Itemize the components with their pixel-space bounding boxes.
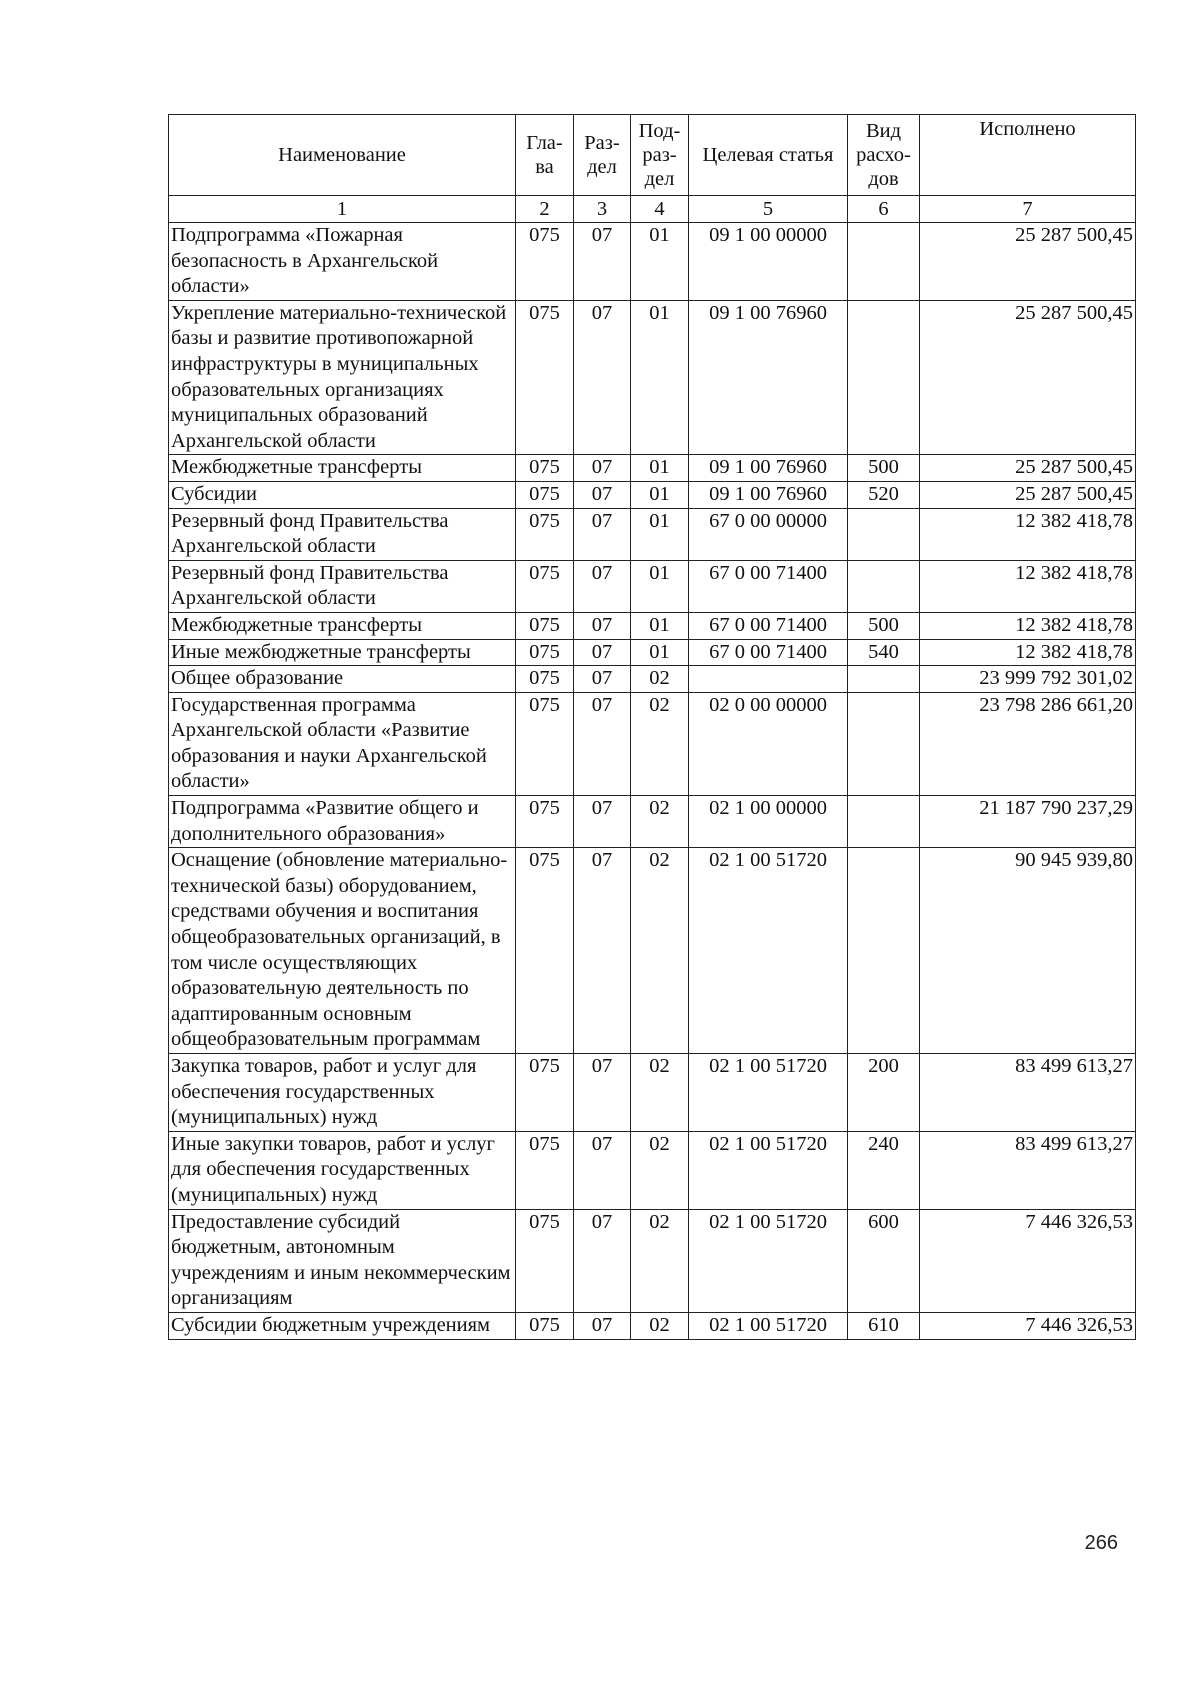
- row-ispolneno: 23 999 792 301,02: [920, 666, 1136, 693]
- row-glava: 075: [516, 639, 574, 666]
- row-name: Предоставление субсидий бюджетным, автономным учреждениям и иным некоммерческим организациям: [169, 1209, 516, 1312]
- row-ispolneno: 21 187 790 237,29: [920, 796, 1136, 848]
- row-vid: [848, 848, 920, 1054]
- row-glava: 075: [516, 1312, 574, 1339]
- row-statya: 67 0 00 00000: [689, 508, 848, 560]
- row-ispolneno: 7 446 326,53: [920, 1312, 1136, 1339]
- row-razdel: 07: [574, 455, 631, 482]
- row-podrazdel: 01: [631, 639, 689, 666]
- row-podrazdel: 01: [631, 481, 689, 508]
- row-name: Государственная программа Архангельской области «Развитие образования и науки Архангельской области»: [169, 692, 516, 795]
- row-ispolneno: 25 287 500,45: [920, 300, 1136, 455]
- header-ispolneno: Исполнено: [920, 115, 1136, 196]
- row-razdel: 07: [574, 223, 631, 301]
- row-razdel: 07: [574, 508, 631, 560]
- row-glava: 075: [516, 508, 574, 560]
- header-statya: Целевая статья: [689, 115, 848, 196]
- row-razdel: 07: [574, 639, 631, 666]
- row-ispolneno: 83 499 613,27: [920, 1131, 1136, 1209]
- header-razdel-line1: Раз-: [584, 132, 620, 154]
- row-glava: 075: [516, 612, 574, 639]
- table-row: [169, 560, 1136, 612]
- table-row: [169, 455, 1136, 482]
- row-glava: 075: [516, 481, 574, 508]
- row-name: Общее образование: [169, 666, 516, 693]
- header-glava: [516, 115, 574, 196]
- row-vid: [848, 223, 920, 301]
- page-number: 266: [1084, 1532, 1118, 1554]
- row-ispolneno: 25 287 500,45: [920, 223, 1136, 301]
- header-vid-line2: расхо-: [856, 144, 911, 166]
- row-vid: [848, 692, 920, 795]
- row-podrazdel: 01: [631, 560, 689, 612]
- row-name: Резервный фонд Правительства Архангельской области: [169, 508, 516, 560]
- table-row: [169, 692, 1136, 795]
- header-podrazdel-line1: Под-: [638, 120, 681, 142]
- row-vid: [848, 666, 920, 693]
- table-row: [169, 639, 1136, 666]
- row-podrazdel: 02: [631, 692, 689, 795]
- row-statya: 09 1 00 76960: [689, 481, 848, 508]
- row-razdel: 07: [574, 796, 631, 848]
- header-glava-line2: ва: [535, 156, 554, 178]
- table-row: [169, 300, 1136, 455]
- column-number: 6: [848, 196, 920, 223]
- row-razdel: 07: [574, 481, 631, 508]
- row-glava: 075: [516, 692, 574, 795]
- budget-execution-table: [168, 114, 1136, 1340]
- row-statya: 02 0 00 00000: [689, 692, 848, 795]
- row-name: Подпрограмма «Пожарная безопасность в Архангельской области»: [169, 223, 516, 301]
- header-vid-line3: дов: [868, 168, 899, 190]
- row-vid: [848, 300, 920, 455]
- table-body: [169, 223, 1136, 1340]
- table-row: [169, 796, 1136, 848]
- row-ispolneno: 90 945 939,80: [920, 848, 1136, 1054]
- row-ispolneno: 12 382 418,78: [920, 508, 1136, 560]
- column-number: 1: [169, 196, 516, 223]
- row-glava: 075: [516, 455, 574, 482]
- row-statya: 02 1 00 51720: [689, 848, 848, 1054]
- row-podrazdel: 01: [631, 508, 689, 560]
- row-glava: 075: [516, 1209, 574, 1312]
- row-name: Закупка товаров, работ и услуг для обеспечения государственных (муниципальных) нужд: [169, 1054, 516, 1132]
- row-podrazdel: 02: [631, 1209, 689, 1312]
- row-name: Укрепление материально-технической базы и развитие противопожарной инфраструктуры в муниципальных образовательных организациях муниципальных образований Архангельской области: [169, 300, 516, 455]
- column-number: 5: [689, 196, 848, 223]
- table-row: [169, 666, 1136, 693]
- row-podrazdel: 01: [631, 300, 689, 455]
- row-glava: 075: [516, 1054, 574, 1132]
- row-podrazdel: 02: [631, 1312, 689, 1339]
- row-vid: 520: [848, 481, 920, 508]
- table-row: [169, 848, 1136, 1054]
- row-ispolneno: 12 382 418,78: [920, 639, 1136, 666]
- row-podrazdel: 01: [631, 223, 689, 301]
- row-statya: 02 1 00 51720: [689, 1131, 848, 1209]
- header-podrazdel-line2: раз-: [642, 144, 677, 166]
- row-vid: 240: [848, 1131, 920, 1209]
- row-statya: 09 1 00 00000: [689, 223, 848, 301]
- row-statya: 67 0 00 71400: [689, 639, 848, 666]
- row-ispolneno: 7 446 326,53: [920, 1209, 1136, 1312]
- row-glava: 075: [516, 560, 574, 612]
- row-statya: 02 1 00 51720: [689, 1209, 848, 1312]
- row-vid: [848, 560, 920, 612]
- table-row: [169, 481, 1136, 508]
- row-ispolneno: 12 382 418,78: [920, 560, 1136, 612]
- row-name: Межбюджетные трансферты: [169, 612, 516, 639]
- row-razdel: 07: [574, 1131, 631, 1209]
- row-statya: 67 0 00 71400: [689, 612, 848, 639]
- row-podrazdel: 02: [631, 666, 689, 693]
- header-name: Наименование: [169, 115, 516, 196]
- row-vid: 540: [848, 639, 920, 666]
- column-number: 3: [574, 196, 631, 223]
- header-vid-line1: Вид: [865, 120, 902, 142]
- row-statya: 02 1 00 51720: [689, 1054, 848, 1132]
- row-podrazdel: 02: [631, 1054, 689, 1132]
- row-podrazdel: 02: [631, 1131, 689, 1209]
- row-podrazdel: 02: [631, 848, 689, 1054]
- table-row: [169, 1312, 1136, 1339]
- row-statya: [689, 666, 848, 693]
- table-row: [169, 1209, 1136, 1312]
- header-razdel: [574, 115, 631, 196]
- row-ispolneno: 25 287 500,45: [920, 455, 1136, 482]
- row-ispolneno: 23 798 286 661,20: [920, 692, 1136, 795]
- row-statya: 02 1 00 51720: [689, 1312, 848, 1339]
- column-number-row: [169, 196, 1136, 223]
- row-name: Субсидии: [169, 481, 516, 508]
- row-razdel: 07: [574, 666, 631, 693]
- row-ispolneno: 12 382 418,78: [920, 612, 1136, 639]
- row-razdel: 07: [574, 612, 631, 639]
- header-podrazdel-line3: дел: [644, 168, 675, 190]
- row-podrazdel: 01: [631, 612, 689, 639]
- column-number: 4: [631, 196, 689, 223]
- row-vid: [848, 508, 920, 560]
- row-statya: 09 1 00 76960: [689, 300, 848, 455]
- row-ispolneno: 83 499 613,27: [920, 1054, 1136, 1132]
- row-ispolneno: 25 287 500,45: [920, 481, 1136, 508]
- row-razdel: 07: [574, 1054, 631, 1132]
- row-razdel: 07: [574, 560, 631, 612]
- table-row: [169, 612, 1136, 639]
- row-name: Иные закупки товаров, работ и услуг для обеспечения государственных (муниципальных) нужд: [169, 1131, 516, 1209]
- column-number: 7: [920, 196, 1136, 223]
- row-razdel: 07: [574, 1312, 631, 1339]
- row-statya: 67 0 00 71400: [689, 560, 848, 612]
- table-row: [169, 508, 1136, 560]
- table-row: [169, 1054, 1136, 1132]
- table-row: [169, 223, 1136, 301]
- row-name: Субсидии бюджетным учреждениям: [169, 1312, 516, 1339]
- row-name: Подпрограмма «Развитие общего и дополнительного образования»: [169, 796, 516, 848]
- header-row: [169, 115, 1136, 196]
- row-vid: 610: [848, 1312, 920, 1339]
- header-razdel-line2: дел: [587, 156, 617, 178]
- column-number: 2: [516, 196, 574, 223]
- row-name: Межбюджетные трансферты: [169, 455, 516, 482]
- row-glava: 075: [516, 666, 574, 693]
- row-vid: 500: [848, 455, 920, 482]
- row-glava: 075: [516, 1131, 574, 1209]
- row-glava: 075: [516, 223, 574, 301]
- row-razdel: 07: [574, 692, 631, 795]
- row-name: Резервный фонд Правительства Архангельской области: [169, 560, 516, 612]
- row-glava: 075: [516, 848, 574, 1054]
- row-vid: 200: [848, 1054, 920, 1132]
- row-glava: 075: [516, 300, 574, 455]
- row-vid: 500: [848, 612, 920, 639]
- row-name: Оснащение (обновление материально-технической базы) оборудованием, средствами обучения и воспитания общеобразовательных организаций, в том числе осуществляющих образовательную деятельность по адаптированным основным общеобразовательным программам: [169, 848, 516, 1054]
- table-row: [169, 1131, 1136, 1209]
- header-vid: [848, 115, 920, 196]
- row-razdel: 07: [574, 1209, 631, 1312]
- row-razdel: 07: [574, 848, 631, 1054]
- row-name: Иные межбюджетные трансферты: [169, 639, 516, 666]
- row-razdel: 07: [574, 300, 631, 455]
- header-podrazdel: [631, 115, 689, 196]
- row-glava: 075: [516, 796, 574, 848]
- row-vid: 600: [848, 1209, 920, 1312]
- row-podrazdel: 01: [631, 455, 689, 482]
- row-statya: 09 1 00 76960: [689, 455, 848, 482]
- header-glava-line1: Гла-: [526, 132, 563, 154]
- row-statya: 02 1 00 00000: [689, 796, 848, 848]
- row-podrazdel: 02: [631, 796, 689, 848]
- row-vid: [848, 796, 920, 848]
